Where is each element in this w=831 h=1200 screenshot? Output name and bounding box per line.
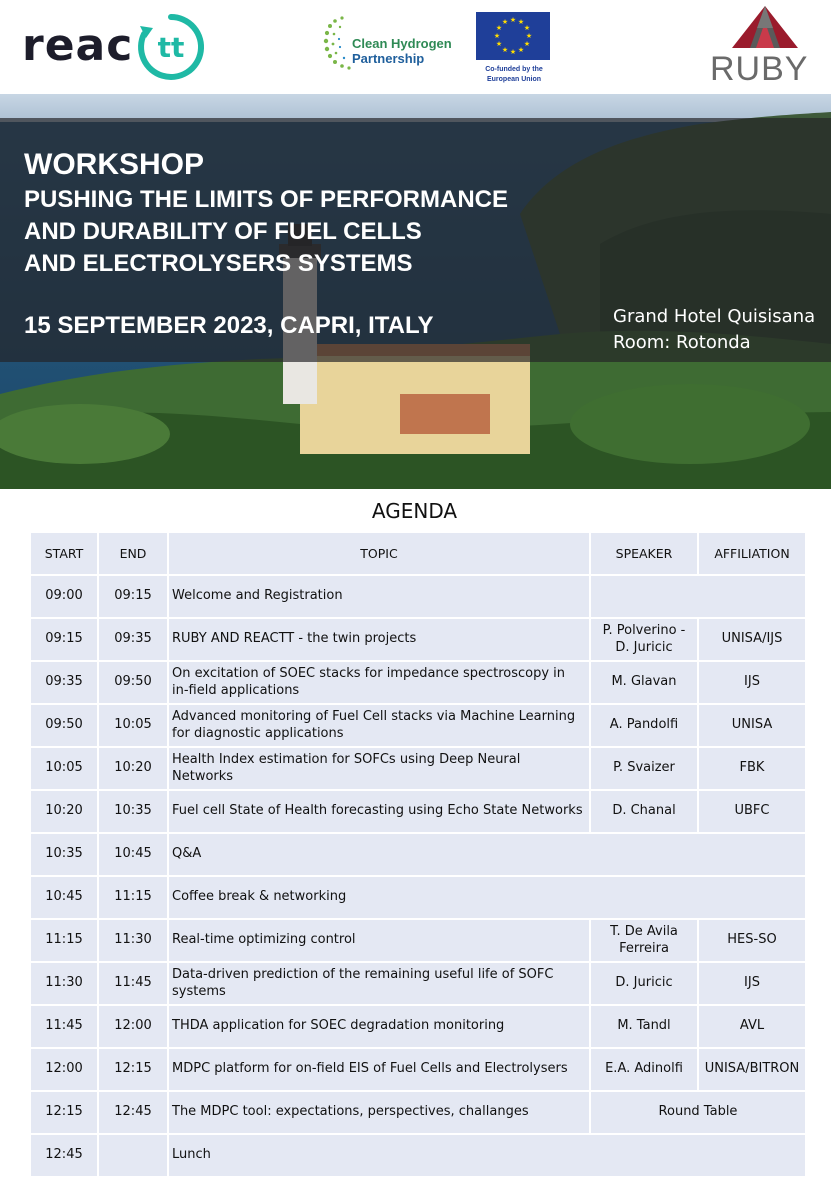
row-end-time: 12:00 [99,1006,167,1047]
svg-text:★: ★ [501,18,509,26]
row-speaker: M. Glavan [591,662,697,703]
row-end-time: 11:30 [99,920,167,961]
row-start-time: 10:35 [31,834,97,875]
row-speaker: D. Juricic [591,963,697,1004]
row-affiliation: HES-SO [699,920,805,961]
row-speaker-empty [591,576,805,617]
header-speaker: SPEAKER [591,533,697,574]
reactt-wordmark: reac [22,20,134,71]
agenda-row [31,1049,805,1090]
row-topic: Q&A [169,834,805,875]
ruby-logo [708,4,816,86]
row-affiliation: IJS [699,963,805,1004]
row-end-time: 09:15 [99,576,167,617]
clean-hydrogen-text: Clean Hydrogen [352,36,452,51]
row-topic: THDA application for SOEC degradation monitoring [169,1006,589,1047]
row-start-time: 11:15 [31,920,97,961]
header-affiliation: AFFILIATION [699,533,805,574]
clean-hydrogen-logo [322,14,462,74]
agenda-row [31,834,805,875]
row-topic: Advanced monitoring of Fuel Cell stacks via Machine Learning for diagnostic applications [169,705,589,746]
eu-flag-icon [476,12,550,60]
venue-room: Room: Rotonda [613,332,751,353]
eu-caption-line2: European Union [486,76,542,83]
row-topic: Fuel cell State of Health forecasting using Echo State Networks [169,791,589,832]
svg-text:tt: tt [157,31,185,64]
row-start-time: 12:00 [31,1049,97,1090]
reactt-logo [22,12,212,84]
eu-caption-line1: Co-funded by the [485,66,543,73]
agenda-title [0,499,831,523]
reactt-circle-icon [136,12,206,82]
row-topic: The MDPC tool: expectations, perspectives, challanges [169,1092,589,1133]
row-speaker: P. Polverino - D. Juricic [591,619,697,660]
row-topic: Welcome and Registration [169,576,589,617]
agenda-row [31,791,805,832]
agenda-body [31,576,805,1176]
row-affiliation: IJS [699,662,805,703]
row-start-time: 11:45 [31,1006,97,1047]
partnership-text: Partnership [352,51,425,66]
row-affiliation: UNISA/BITRON [699,1049,805,1090]
row-speaker: P. Svaizer [591,748,697,789]
row-start-time: 10:45 [31,877,97,918]
ruby-wordmark: RUBY [710,50,809,88]
agenda-row [31,1135,805,1176]
row-start-time: 09:35 [31,662,97,703]
logo-header [0,0,831,94]
agenda-row [31,920,805,961]
workshop-title-line2: AND DURABILITY OF FUEL CELLS [24,218,422,245]
row-start-time: 11:30 [31,963,97,1004]
row-speaker: D. Chanal [591,791,697,832]
row-end-time [99,1135,167,1176]
row-end-time: 10:20 [99,748,167,789]
row-speaker: A. Pandolfi [591,705,697,746]
agenda-row [31,1092,805,1133]
row-end-time: 12:15 [99,1049,167,1090]
agenda-row [31,748,805,789]
venue-hotel: Grand Hotel Quisisana [613,306,816,327]
row-speaker: M. Tandl [591,1006,697,1047]
workshop-title-line3: AND ELECTROLYSERS SYSTEMS [24,250,413,277]
workshop-title-line1: PUSHING THE LIMITS OF PERFORMANCE [24,186,509,213]
row-speaker: E.A. Adinolfi [591,1049,697,1090]
row-affiliation: UNISA/IJS [699,619,805,660]
row-end-time: 09:35 [99,619,167,660]
row-end-time: 11:45 [99,963,167,1004]
svg-text:★: ★ [493,32,501,40]
row-speaker: T. De Avila Ferreira [591,920,697,961]
hero-banner [0,94,831,489]
header-start: START [31,533,97,574]
row-start-time: 10:20 [31,791,97,832]
row-topic: Real-time optimizing control [169,920,589,961]
row-affiliation: UNISA [699,705,805,746]
row-end-time: 10:45 [99,834,167,875]
row-topic: On excitation of SOEC stacks for impedance spectroscopy in in-field applications [169,662,589,703]
row-start-time: 09:00 [31,576,97,617]
row-affiliation: FBK [699,748,805,789]
svg-text:★: ★ [501,46,509,54]
row-affiliation: UBFC [699,791,805,832]
svg-text:★: ★ [523,24,531,32]
row-end-time: 09:50 [99,662,167,703]
agenda-row [31,662,805,703]
svg-text:★: ★ [509,48,517,56]
agenda-row [31,963,805,1004]
row-end-time: 11:15 [99,877,167,918]
agenda-row [31,576,805,617]
event-date-location: 15 SEPTEMBER 2023, CAPRI, ITALY [24,312,434,339]
row-start-time: 12:45 [31,1135,97,1176]
row-topic: Health Index estimation for SOFCs using Deep Neural Networks [169,748,589,789]
svg-text:★: ★ [525,32,533,40]
agenda-header-row [31,533,805,574]
svg-text:★: ★ [495,40,503,48]
row-speaker: Round Table [591,1092,805,1133]
svg-text:★: ★ [517,18,525,26]
row-topic: Lunch [169,1135,805,1176]
eu-cofunded-logo [476,12,552,86]
row-end-time: 10:35 [99,791,167,832]
svg-text:★: ★ [523,40,531,48]
row-affiliation: AVL [699,1006,805,1047]
row-topic: Coffee break & networking [169,877,805,918]
row-end-time: 10:05 [99,705,167,746]
agenda-row [31,619,805,660]
row-start-time: 09:15 [31,619,97,660]
row-start-time: 09:50 [31,705,97,746]
svg-text:★: ★ [509,16,517,24]
row-topic: Data-driven prediction of the remaining useful life of SOFC systems [169,963,589,1004]
agenda-row [31,877,805,918]
row-topic: MDPC platform for on-field EIS of Fuel Cells and Electrolysers [169,1049,589,1090]
svg-text:★: ★ [517,46,525,54]
workshop-label: WORKSHOP [24,148,204,181]
row-topic: RUBY AND REACTT - the twin projects [169,619,589,660]
agenda-table [29,531,807,1178]
header-end: END [99,533,167,574]
svg-text:★: ★ [495,24,503,32]
agenda-row [31,705,805,746]
header-topic: TOPIC [169,533,589,574]
agenda-row [31,1006,805,1047]
row-start-time: 12:15 [31,1092,97,1133]
row-start-time: 10:05 [31,748,97,789]
row-end-time: 12:45 [99,1092,167,1133]
agenda-title-text: AGENDA [371,499,458,523]
ruby-gem-icon [730,4,800,50]
